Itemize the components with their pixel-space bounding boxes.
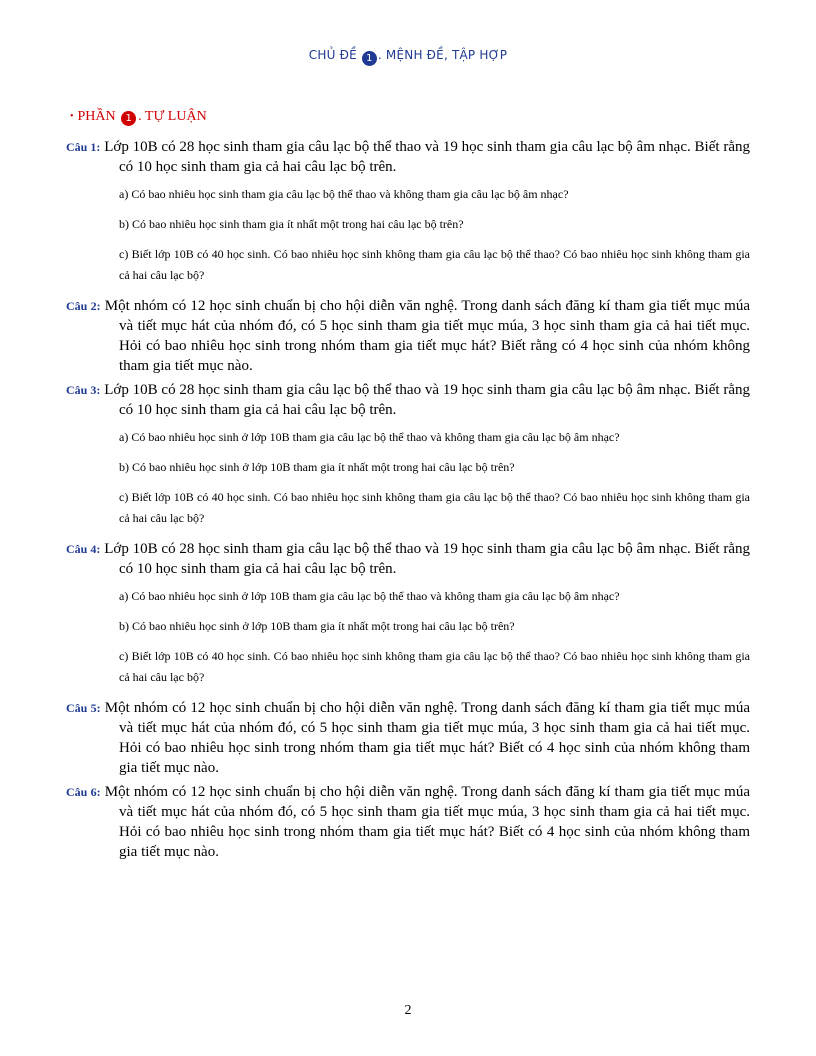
sub-question: b) Có bao nhiêu học sinh ở lớp 10B tham gia ít nhất một trong hai câu lạc bộ trên? — [119, 460, 515, 474]
question-item — [66, 539, 750, 694]
question-text-block — [66, 698, 750, 778]
question-text: Một nhóm có 12 học sinh chuẩn bị cho hội diễn văn nghệ. Trong danh sách đăng kí tham gia tiết mục múa và tiết mục hát của nhóm đó, có 5 học sinh tham gia tiết mục múa, 3 học sinh tham gia cả hai tiết mục. Hỏi có bao nhiêu học sinh trong nhóm tham gia tiết mục hát? Biết có 4 học sinh của nhóm không tham gia tiết mục nào. — [104, 784, 751, 860]
sub-question: c) Biết lớp 10B có 40 học sinh. Có bao nhiêu học sinh không tham gia câu lạc bộ thể thao? Có bao nhiêu học sinh không tham gia cả hai câu lạc bộ? — [119, 490, 750, 525]
question-text-block — [66, 296, 750, 376]
question-label: Câu 1: — [66, 140, 101, 154]
question-text: Lớp 10B có 28 học sinh tham gia câu lạc bộ thể thao và 19 học sinh tham gia câu lạc bộ âm nhạc. Biết rằng có 10 học sinh tham gia cả hai câu lạc bộ trên. — [104, 382, 751, 418]
question-label: Câu 3: — [66, 383, 101, 397]
sub-question: a) Có bao nhiêu học sinh ở lớp 10B tham gia câu lạc bộ thể thao và không tham gia câu lạc bộ âm nhạc? — [119, 430, 620, 444]
chapter-title — [0, 48, 816, 66]
question-item — [66, 698, 750, 778]
question-item — [66, 380, 750, 535]
section-number-badge: 1 — [121, 111, 136, 126]
sub-question: b) Có bao nhiêu học sinh tham gia ít nhất một trong hai câu lạc bộ trên? — [119, 217, 464, 231]
chapter-prefix: CHỦ ĐỀ — [308, 48, 357, 62]
question-text: Một nhóm có 12 học sinh chuẩn bị cho hội diễn văn nghệ. Trong danh sách đăng kí tham gia tiết mục múa và tiết mục hát của nhóm đó, có 5 học sinh tham gia tiết mục múa, 3 học sinh tham gia cả hai tiết mục. Hỏi có bao nhiêu học sinh trong nhóm tham gia tiết mục hát? Biết rằng có 4 học sinh của nhóm không tham gia tiết mục nào. — [104, 298, 751, 374]
section-prefix: PHẦN — [77, 109, 116, 124]
question-text-block — [66, 137, 750, 177]
chapter-number-badge: 1 — [362, 51, 377, 66]
sub-question: b) Có bao nhiêu học sinh ở lớp 10B tham gia ít nhất một trong hai câu lạc bộ trên? — [119, 619, 515, 633]
question-text-block — [66, 380, 750, 420]
sub-question: c) Biết lớp 10B có 40 học sinh. Có bao nhiêu học sinh không tham gia câu lạc bộ thể thao? Có bao nhiêu học sinh không tham gia cả hai câu lạc bộ? — [119, 247, 750, 282]
question-item — [66, 296, 750, 376]
question-label: Câu 5: — [66, 701, 101, 715]
section-heading — [70, 109, 207, 126]
question-text-block — [66, 539, 750, 579]
question-text-block — [66, 782, 750, 862]
question-item — [66, 137, 750, 292]
sub-question: c) Biết lớp 10B có 40 học sinh. Có bao nhiêu học sinh không tham gia câu lạc bộ thể thao? Có bao nhiêu học sinh không tham gia cả hai câu lạc bộ? — [119, 649, 750, 684]
bullet-icon: • — [70, 111, 74, 122]
question-text: Một nhóm có 12 học sinh chuẩn bị cho hội diễn văn nghệ. Trong danh sách đăng kí tham gia tiết mục múa và tiết mục hát của nhóm đó, có 5 học sinh tham gia tiết mục múa, 3 học sinh tham gia cả hai tiết mục. Hỏi có bao nhiêu học sinh trong nhóm tham gia tiết mục hát? Biết có 4 học sinh của nhóm không tham gia tiết mục nào. — [104, 700, 751, 776]
chapter-suffix: . MỆNH ĐỀ, TẬP HỢP — [377, 48, 508, 62]
sub-question: a) Có bao nhiêu học sinh tham gia câu lạc bộ thể thao và không tham gia câu lạc bộ âm nhạc? — [119, 187, 569, 201]
question-label: Câu 6: — [66, 785, 101, 799]
questions-list — [66, 137, 750, 866]
question-label: Câu 4: — [66, 542, 101, 556]
question-text: Lớp 10B có 28 học sinh tham gia câu lạc bộ thể thao và 19 học sinh tham gia câu lạc bộ âm nhạc. Biết rằng có 10 học sinh tham gia cả hai câu lạc bộ trên. — [104, 541, 751, 577]
sub-question: a) Có bao nhiêu học sinh ở lớp 10B tham gia câu lạc bộ thể thao và không tham gia câu lạc bộ âm nhạc? — [119, 589, 620, 603]
section-suffix: . TỰ LUẬN — [138, 109, 207, 124]
question-label: Câu 2: — [66, 299, 101, 313]
question-text: Lớp 10B có 28 học sinh tham gia câu lạc bộ thể thao và 19 học sinh tham gia câu lạc bộ âm nhạc. Biết rằng có 10 học sinh tham gia cả hai câu lạc bộ trên. — [104, 139, 751, 175]
question-item — [66, 782, 750, 862]
page-number: 2 — [404, 1003, 412, 1018]
